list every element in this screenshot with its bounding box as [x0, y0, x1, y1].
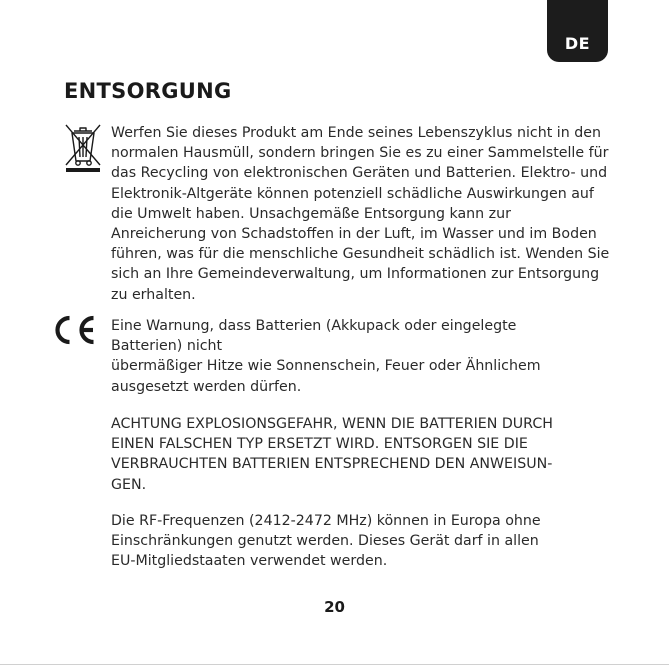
- text-line: VERBRAUCHTEN BATTERIEN ENTSPRECHEND DEN ANWEISUN-: [111, 456, 553, 473]
- text-line: normalen Hausmüll, sondern bringen Sie es zu einer Sammelstelle für: [111, 145, 609, 162]
- text-line: zu erhalten.: [111, 286, 196, 303]
- text-line: Eine Warnung, dass Batterien (Akkupack oder eingelegte: [111, 318, 517, 334]
- disposal-paragraph: [111, 123, 610, 305]
- text-line: Die RF-Frequenzen (2412-2472 MHz) können in Europa ohne: [111, 513, 541, 529]
- text-line: EINEN FALSCHEN TYP ERSETZT WIRD. ENTSORGEN SIE DIE: [111, 436, 528, 453]
- text-line: GEN.: [111, 476, 147, 493]
- text-line: übermäßiger Hitze wie Sonnenschein, Feuer oder Ähnlichem: [111, 358, 541, 375]
- text-line: Werfen Sie dieses Produkt am Ende seines Lebenszyklus nicht in den: [111, 125, 601, 141]
- text-line: führen, was für die menschliche Gesundheit schädlich ist. Wenden Sie: [111, 246, 610, 263]
- language-tab-label: DE: [564, 34, 591, 53]
- text-line: ACHTUNG EXPLOSIONSGEFAHR, WENN DIE BATTERIEN DURCH: [111, 416, 553, 432]
- text-line: sich an Ihre Gemeindeverwaltung, um Informationen zur Entsorgung: [111, 266, 600, 283]
- battery-warning-paragraph: [111, 316, 551, 397]
- explosion-warning-paragraph: [111, 414, 591, 495]
- text-line: das Recycling von elektronischen Geräten und Batterien. Elektro- und: [111, 165, 608, 182]
- footer-divider: [0, 664, 669, 665]
- text-line: EU-Mitgliedstaaten verwendet werden.: [111, 553, 388, 570]
- section-heading: ENTSORGUNG: [64, 79, 232, 103]
- text-line: Anreicherung von Schadstoffen in der Luft, im Wasser und im Boden: [111, 226, 597, 243]
- text-line: die Umwelt haben. Unsachgemäße Entsorgung kann zur: [111, 205, 511, 222]
- page-number: 20: [324, 598, 345, 616]
- crossed-out-wheeled-bin-icon: [63, 122, 103, 172]
- text-line: Batterien) nicht: [111, 338, 223, 355]
- text-line: Einschränkungen genutzt werden. Dieses Gerät darf in allen: [111, 533, 539, 550]
- language-tab: [547, 0, 608, 62]
- text-line: Elektronik-Altgeräte können potenziell schädliche Auswirkungen auf: [111, 185, 594, 202]
- ce-mark-icon: [50, 314, 98, 346]
- text-line: ausgesetzt werden dürfen.: [111, 378, 302, 395]
- rf-statement-paragraph: [111, 511, 571, 572]
